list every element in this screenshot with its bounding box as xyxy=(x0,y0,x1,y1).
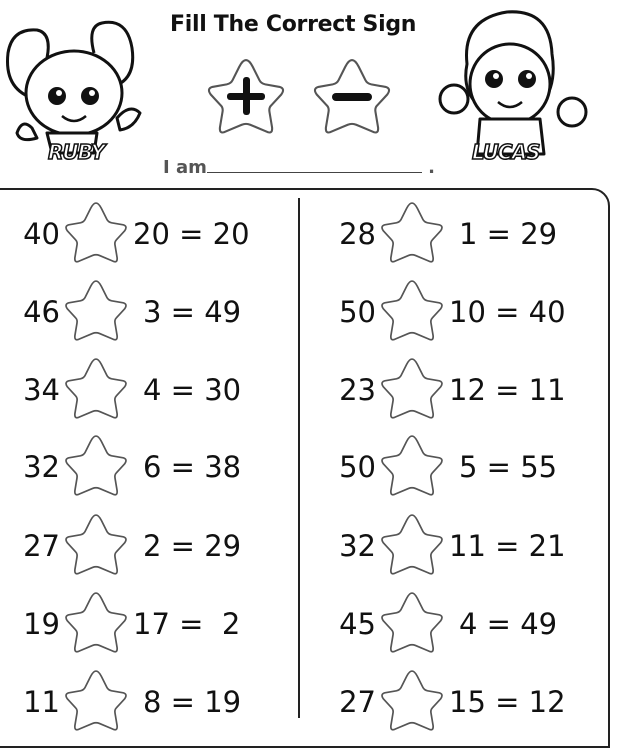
first-number: 32 xyxy=(339,529,376,563)
sign-answer-star[interactable] xyxy=(378,511,446,579)
first-number: 27 xyxy=(23,529,60,563)
result-number: 2 xyxy=(221,607,241,641)
equation-rest: 20 = 20 xyxy=(133,217,250,251)
result-number: 12 xyxy=(528,685,566,719)
equation-rest: 12 = 11 xyxy=(449,373,566,407)
equation-rest: 2 = 29 xyxy=(143,529,242,563)
equation-row xyxy=(0,199,290,269)
equation-row xyxy=(316,199,606,269)
equation-row xyxy=(0,355,290,425)
equation-row xyxy=(0,277,290,347)
equation-row xyxy=(0,432,290,502)
sign-answer-star[interactable] xyxy=(378,277,446,345)
second-number: 15 xyxy=(449,685,486,719)
sign-answer-star[interactable] xyxy=(378,432,446,500)
second-number: 4 xyxy=(459,607,478,641)
sign-answer-star[interactable] xyxy=(62,667,130,735)
first-number: 40 xyxy=(23,217,60,251)
first-number: 28 xyxy=(339,217,376,251)
result-number: 29 xyxy=(520,217,558,251)
equation-rest: 4 = 49 xyxy=(459,607,558,641)
equation-rest: 3 = 49 xyxy=(143,295,242,329)
equation-rest: 1 = 29 xyxy=(459,217,558,251)
result-number: 20 xyxy=(212,217,250,251)
first-number: 32 xyxy=(23,450,60,484)
equation-row xyxy=(0,589,290,659)
equation-row xyxy=(316,277,606,347)
equation-row xyxy=(0,511,290,581)
ruby-label: RUBY xyxy=(48,140,105,164)
first-number: 34 xyxy=(23,373,60,407)
result-number: 19 xyxy=(204,685,242,719)
sign-answer-star[interactable] xyxy=(378,199,446,267)
result-number: 49 xyxy=(204,295,242,329)
equation-row xyxy=(316,511,606,581)
equation-row xyxy=(316,589,606,659)
first-number: 50 xyxy=(339,450,376,484)
first-number: 50 xyxy=(339,295,376,329)
sign-answer-star[interactable] xyxy=(62,199,130,267)
equation-rest: 6 = 38 xyxy=(143,450,242,484)
result-number: 38 xyxy=(204,450,242,484)
equation-rest: 5 = 55 xyxy=(459,450,558,484)
equation-row xyxy=(316,667,606,737)
sign-answer-star[interactable] xyxy=(62,589,130,657)
name-line xyxy=(163,156,435,178)
plus-sign-star xyxy=(204,55,288,139)
second-number: 2 xyxy=(143,529,162,563)
first-number: 45 xyxy=(339,607,376,641)
name-end: . xyxy=(428,157,435,178)
result-number: 55 xyxy=(520,450,558,484)
second-number: 11 xyxy=(449,529,486,563)
equation-row xyxy=(316,432,606,502)
equation-row xyxy=(0,667,290,737)
result-number: 29 xyxy=(204,529,242,563)
sign-answer-star[interactable] xyxy=(378,355,446,423)
name-blank[interactable] xyxy=(207,156,422,173)
name-prompt: I am xyxy=(163,157,207,178)
result-number: 30 xyxy=(204,373,242,407)
equation-row xyxy=(316,355,606,425)
second-number: 5 xyxy=(459,450,478,484)
second-number: 12 xyxy=(449,373,486,407)
column-divider xyxy=(298,198,300,718)
sign-answer-star[interactable] xyxy=(62,511,130,579)
first-number: 19 xyxy=(23,607,60,641)
equation-rest: 11 = 21 xyxy=(449,529,566,563)
second-number: 10 xyxy=(449,295,486,329)
second-number: 4 xyxy=(143,373,162,407)
second-number: 3 xyxy=(143,295,162,329)
first-number: 27 xyxy=(339,685,376,719)
lucas-label: LUCAS xyxy=(472,140,540,164)
equation-rest: 15 = 12 xyxy=(449,685,566,719)
equation-rest: 4 = 30 xyxy=(143,373,242,407)
second-number: 20 xyxy=(133,217,170,251)
sign-answer-star[interactable] xyxy=(378,589,446,657)
equation-rest: 17 = 2 xyxy=(133,607,241,641)
result-number: 21 xyxy=(528,529,566,563)
result-number: 49 xyxy=(520,607,558,641)
first-number: 23 xyxy=(339,373,376,407)
second-number: 1 xyxy=(459,217,478,251)
equation-rest: 8 = 19 xyxy=(143,685,242,719)
second-number: 6 xyxy=(143,450,162,484)
sign-answer-star[interactable] xyxy=(62,277,130,345)
sign-answer-star[interactable] xyxy=(62,432,130,500)
result-number: 40 xyxy=(528,295,566,329)
second-number: 8 xyxy=(143,685,162,719)
result-number: 11 xyxy=(528,373,566,407)
sign-answer-star[interactable] xyxy=(62,355,130,423)
worksheet-title: Fill The Correct Sign xyxy=(170,12,417,37)
first-number: 46 xyxy=(23,295,60,329)
sign-answer-star[interactable] xyxy=(378,667,446,735)
equation-rest: 10 = 40 xyxy=(449,295,566,329)
minus-sign-star xyxy=(310,55,394,139)
first-number: 11 xyxy=(23,685,60,719)
second-number: 17 xyxy=(133,607,170,641)
